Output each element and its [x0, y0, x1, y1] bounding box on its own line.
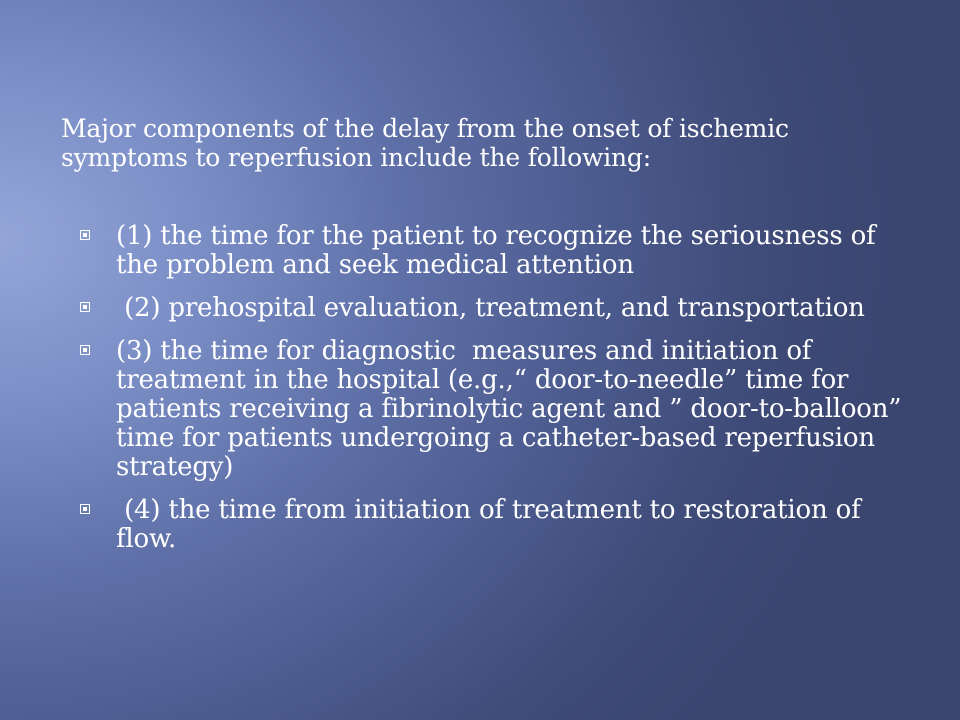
bullet-text-1: (1) the time for the patient to recognize the seriousness of the problem and seek medical attention: [116, 221, 884, 280]
bullet-text-2: (2) prehospital evaluation, treatment, and transportation: [116, 293, 865, 323]
bullet-text-4: (4) the time from initiation of treatment to restoration of flow.: [116, 495, 869, 554]
square-bullet-icon: [80, 345, 90, 355]
bullet-list: [61, 222, 921, 568]
bullet-item-2: [61, 294, 921, 323]
intro-paragraph: Major components of the delay from the onset of ischemic symptoms to reperfusion include the following:: [61, 114, 789, 172]
bullet-item-3: [61, 337, 921, 482]
square-bullet-icon: [80, 302, 90, 312]
square-bullet-icon: [80, 504, 90, 514]
bullet-text-3: (3) the time for diagnostic measures and initiation of treatment in the hospital (e.g.,“ door-to-needle” time for patients receiving a fibrinolytic agent and ” door-to-balloon” time for patients undergoing a catheter-based reperfusion strategy): [116, 336, 910, 482]
square-bullet-icon: [80, 230, 90, 240]
bullet-item-1: [61, 222, 921, 280]
bullet-item-4: [61, 496, 921, 554]
